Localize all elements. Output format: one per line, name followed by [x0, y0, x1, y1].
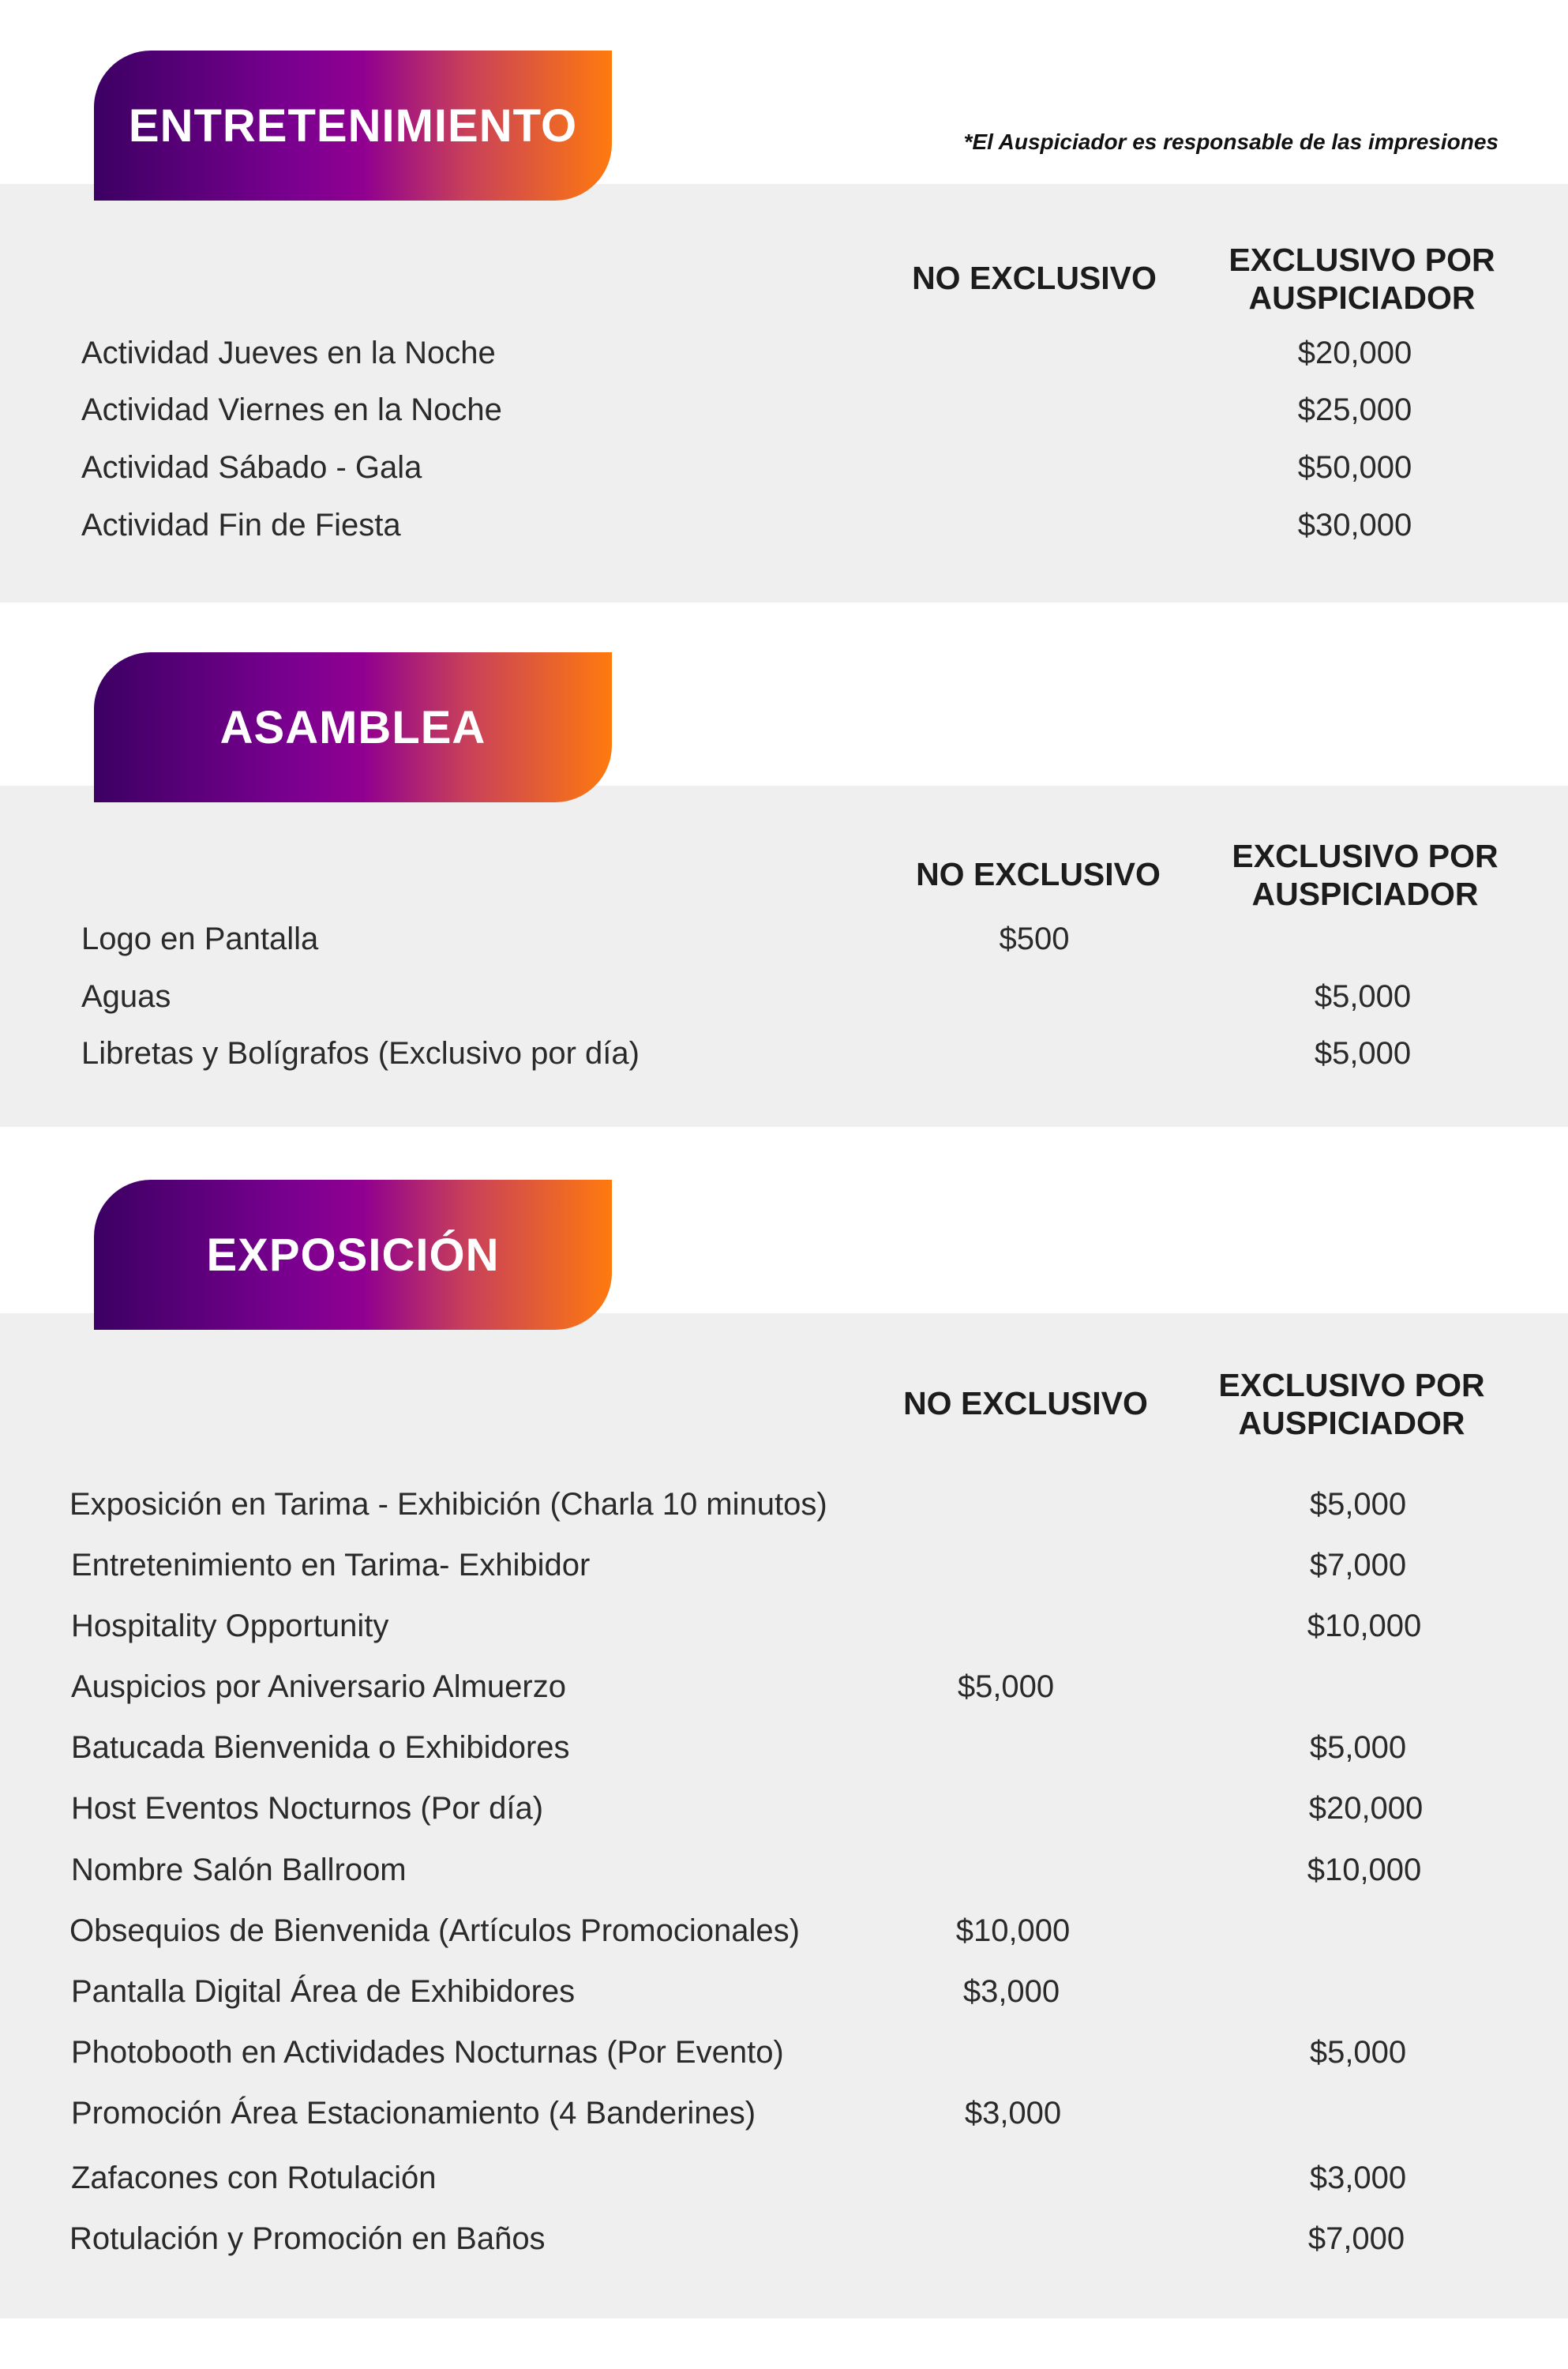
- table-row: [0, 336, 1568, 383]
- row-label: Rotulación y Promoción en Baños: [69, 2221, 546, 2256]
- table-row: [0, 450, 1568, 497]
- col-header-exclusive: [1198, 1366, 1506, 1442]
- table-row: [0, 2221, 1568, 2269]
- col-header-exclusive-line2: AUSPICIADOR: [1248, 280, 1476, 316]
- row-label: Pantalla Digital Área de Exhibidores: [71, 1974, 576, 2009]
- col-header-exclusive-line2: AUSPICIADOR: [1251, 876, 1479, 912]
- row-label: Nombre Salón Ballroom: [71, 1853, 407, 1887]
- entretenimiento-title: ENTRETENIMIENTO: [94, 51, 612, 201]
- row-exclusive-price: $50,000: [1297, 450, 1412, 485]
- row-exclusive-price: $3,000: [1309, 2161, 1407, 2195]
- row-label: Actividad Sábado - Gala: [81, 450, 422, 485]
- table-row: [0, 1974, 1568, 2022]
- col-header-exclusive-line2: AUSPICIADOR: [1238, 1405, 1465, 1441]
- table-row: [0, 1669, 1568, 1717]
- row-non-exclusive-price: $10,000: [955, 1913, 1071, 1948]
- table-row: [0, 922, 1568, 969]
- row-exclusive-price: $20,000: [1308, 1791, 1424, 1826]
- row-label: Photobooth en Actividades Nocturnas (Por Evento): [71, 2035, 784, 2070]
- sponsor-note: *El Auspiciador es responsable de las impresiones: [963, 130, 1499, 154]
- table-row: [0, 2035, 1568, 2082]
- table-row: [0, 1853, 1568, 1900]
- asamblea-title: ASAMBLEA: [94, 652, 612, 802]
- row-label: Logo en Pantalla: [81, 922, 319, 956]
- table-row: [0, 1548, 1568, 1595]
- row-exclusive-price: $10,000: [1307, 1609, 1422, 1643]
- row-label: Libretas y Bolígrafos (Exclusivo por día): [81, 1036, 640, 1071]
- row-non-exclusive-price: $3,000: [964, 2096, 1062, 2131]
- row-label: Promoción Área Estacionamiento (4 Banderines): [71, 2096, 756, 2131]
- row-label: Auspicios por Aniversario Almuerzo: [71, 1669, 566, 1704]
- row-exclusive-price: $5,000: [1309, 1730, 1407, 1765]
- col-header-exclusive: [1211, 837, 1519, 913]
- col-header-exclusive: [1208, 241, 1516, 317]
- row-exclusive-price: $10,000: [1307, 1853, 1422, 1887]
- row-non-exclusive-price: $500: [999, 922, 1070, 956]
- row-exclusive-price: $5,000: [1309, 2035, 1407, 2070]
- row-exclusive-price: $20,000: [1297, 336, 1412, 370]
- table-row: [0, 392, 1568, 440]
- row-label: Exposición en Tarima - Exhibición (Charla 10 minutos): [69, 1487, 827, 1522]
- row-exclusive-price: $30,000: [1297, 508, 1412, 543]
- row-exclusive-price: $5,000: [1314, 1036, 1412, 1071]
- table-row: [0, 1913, 1568, 1961]
- row-exclusive-price: $7,000: [1307, 2221, 1405, 2256]
- row-label: Entretenimiento en Tarima- Exhibidor: [71, 1548, 591, 1582]
- col-header-non-exclusive: NO EXCLUSIVO: [903, 1385, 1148, 1421]
- table-row: [0, 1036, 1568, 1083]
- row-label: Obsequios de Bienvenida (Artículos Promocionales): [69, 1913, 800, 1948]
- row-exclusive-price: $25,000: [1297, 392, 1412, 427]
- col-header-exclusive-line1: EXCLUSIVO POR: [1218, 1367, 1485, 1403]
- table-row: [0, 1487, 1568, 1534]
- row-label: Hospitality Opportunity: [71, 1609, 389, 1643]
- row-exclusive-price: $5,000: [1309, 1487, 1407, 1522]
- table-row: [0, 979, 1568, 1027]
- row-label: Host Eventos Nocturnos (Por día): [71, 1791, 544, 1826]
- table-row: [0, 2096, 1568, 2143]
- table-row: [0, 1730, 1568, 1778]
- row-label: Batucada Bienvenida o Exhibidores: [71, 1730, 570, 1765]
- row-label: Zafacones con Rotulación: [71, 2161, 437, 2195]
- row-label: Actividad Fin de Fiesta: [81, 508, 401, 543]
- col-header-exclusive-line1: EXCLUSIVO POR: [1232, 838, 1499, 874]
- row-label: Aguas: [81, 979, 171, 1014]
- row-label: Actividad Viernes en la Noche: [81, 392, 502, 427]
- table-row: [0, 1609, 1568, 1656]
- table-row: [0, 2161, 1568, 2208]
- table-row: [0, 508, 1568, 555]
- row-label: Actividad Jueves en la Noche: [81, 336, 496, 370]
- table-row: [0, 1791, 1568, 1838]
- row-exclusive-price: $5,000: [1314, 979, 1412, 1014]
- col-header-non-exclusive: NO EXCLUSIVO: [916, 856, 1161, 892]
- row-non-exclusive-price: $5,000: [957, 1669, 1055, 1704]
- col-header-non-exclusive: NO EXCLUSIVO: [912, 260, 1157, 296]
- row-exclusive-price: $7,000: [1309, 1548, 1407, 1582]
- exposicion-title: EXPOSICIÓN: [94, 1180, 612, 1330]
- col-header-exclusive-line1: EXCLUSIVO POR: [1229, 242, 1495, 278]
- row-non-exclusive-price: $3,000: [962, 1974, 1060, 2009]
